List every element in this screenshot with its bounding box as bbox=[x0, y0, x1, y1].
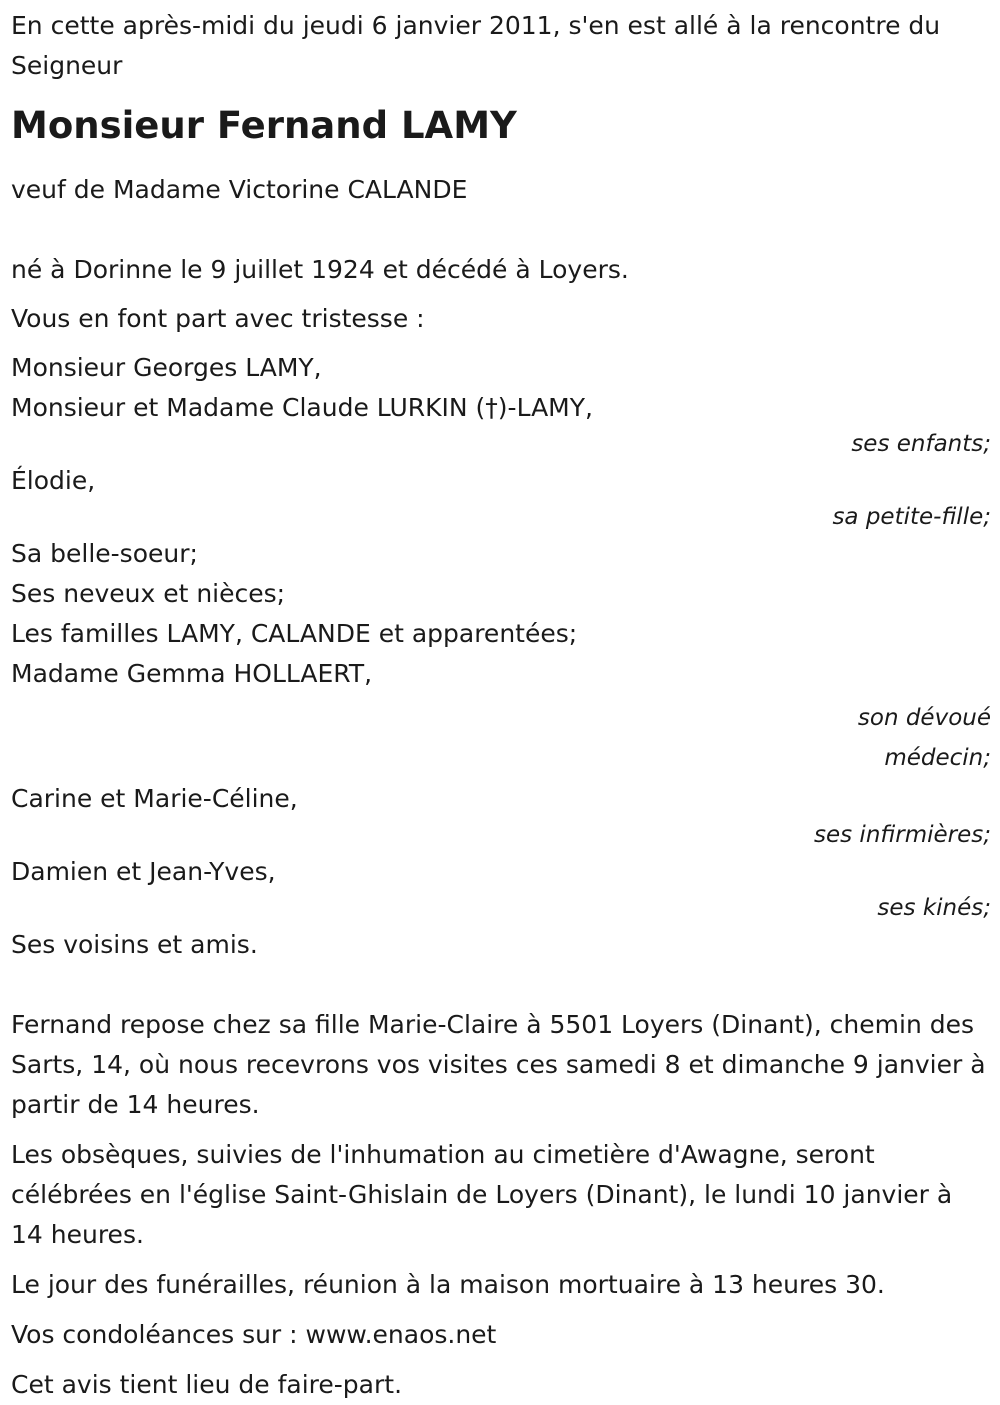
funeral-paragraph: Les obsèques, suivies de l'inhumation au cimetière d'Awagne, seront célébrées en l'église Saint-Ghislain de Loyers (Dinant), le lundi 10 janvier à 14 heures. bbox=[11, 1140, 953, 1249]
children-line-2: Monsieur et Madame Claude LURKIN (†)-LAMY, bbox=[11, 393, 593, 422]
doctor-line: Madame Gemma HOLLAERT, bbox=[11, 659, 373, 688]
meeting-line: Le jour des funérailles, réunion à la maison mortuaire à 13 heures 30. bbox=[11, 1270, 885, 1299]
announcement-line: Vous en font part avec tristesse : bbox=[11, 304, 425, 333]
nurses-role: ses infirmières; bbox=[814, 822, 991, 848]
condolences-link[interactable]: www.enaos.net bbox=[305, 1320, 497, 1349]
rest-paragraph: Fernand repose chez sa fille Marie-Claire à 5501 Loyers (Dinant), chemin des Sarts, 14, où nous recevrons vos visites ces samedi 8 et dimanche 9 janvier à partir de 14 heures. bbox=[11, 1010, 986, 1119]
nephews-line: Ses neveux et nièces; bbox=[11, 579, 286, 608]
obituary-notice bbox=[11, 6, 991, 1405]
birth-death-line: né à Dorinne le 9 juillet 1924 et décédé à Loyers. bbox=[11, 255, 629, 284]
physios-line: Damien et Jean-Yves, bbox=[11, 857, 276, 886]
neighbours-line: Ses voisins et amis. bbox=[11, 930, 258, 959]
intro-line-2: Seigneur bbox=[11, 51, 123, 80]
granddaughter-line: Élodie, bbox=[11, 466, 96, 495]
children-line-1: Monsieur Georges LAMY, bbox=[11, 353, 322, 382]
condolences-line bbox=[11, 1315, 991, 1355]
condolences-label: Vos condoléances sur : bbox=[11, 1320, 306, 1349]
closing-line: Cet avis tient lieu de faire-part. bbox=[11, 1370, 403, 1399]
physios-role: ses kinés; bbox=[877, 895, 991, 921]
doctor-role-2: médecin; bbox=[884, 745, 991, 771]
doctor-role-1: son dévoué bbox=[857, 705, 991, 731]
intro-line-1: En cette après-midi du jeudi 6 janvier 2011, s'en est allé à la rencontre du bbox=[11, 11, 941, 40]
deceased-name: Monsieur Fernand LAMY bbox=[11, 104, 517, 147]
children-role: ses enfants; bbox=[851, 431, 991, 457]
granddaughter-role: sa petite-fille; bbox=[832, 504, 991, 530]
sister-in-law-line: Sa belle-soeur; bbox=[11, 539, 198, 568]
families-line: Les familles LAMY, CALANDE et apparentées; bbox=[11, 619, 578, 648]
spouse-line: veuf de Madame Victorine CALANDE bbox=[11, 175, 468, 204]
nurses-line: Carine et Marie-Céline, bbox=[11, 784, 298, 813]
